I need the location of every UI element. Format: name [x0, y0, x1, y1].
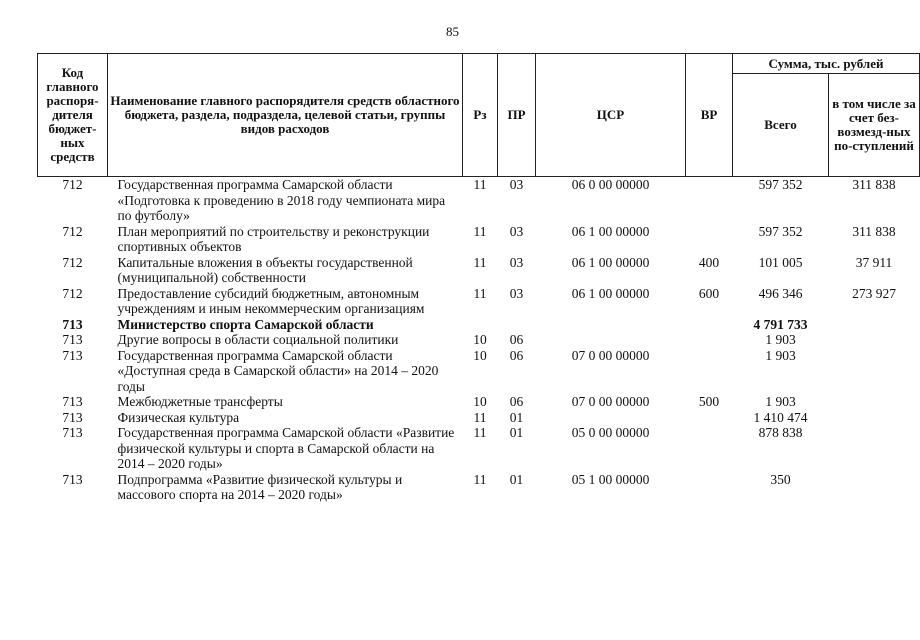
table-row — [38, 224, 920, 255]
cell-vr: 500 — [698, 394, 720, 409]
cell-name: Государственная программа Самарской области «Подготовка к проведению в 2018 году чемпионата мира по футболу» — [117, 177, 446, 223]
cell-pr: 01 — [509, 425, 524, 440]
cell-total: 1 410 474 — [753, 409, 808, 425]
cell-code: 712 — [62, 177, 83, 192]
table-row — [38, 255, 920, 286]
cell-csr: 06 1 00 00000 — [571, 285, 650, 301]
cell-gratuitous — [829, 410, 920, 426]
cell-gratuitous: 37 911 — [855, 254, 893, 270]
cell-total: 1 903 — [765, 394, 796, 409]
header-rz: Рз — [463, 54, 498, 177]
cell-total: 1 903 — [765, 347, 796, 363]
cell-gratuitous: 311 838 — [852, 177, 896, 192]
cell-code: 713 — [62, 316, 83, 332]
cell-pr: 06 — [509, 347, 524, 363]
cell-csr: 07 0 00 00000 — [571, 394, 650, 409]
cell-name: Подпрограмма «Развитие физической культуры и массового спорта на 2014 – 2020 годы» — [117, 471, 403, 502]
cell-csr: 06 0 00 00000 — [571, 177, 650, 192]
cell-csr: 07 0 00 00000 — [571, 347, 650, 363]
cell-name: Другие вопросы в области социальной политики — [117, 332, 399, 347]
table-row — [38, 286, 920, 317]
cell-name: Капитальные вложения в объекты государственной (муниципальной) собственности — [117, 254, 413, 285]
cell-gratuitous — [829, 348, 920, 395]
cell-pr — [498, 317, 536, 333]
cell-code: 713 — [62, 347, 83, 363]
cell-pr: 03 — [509, 254, 524, 270]
cell-csr — [536, 410, 686, 426]
cell-gratuitous — [829, 317, 920, 333]
cell-vr — [686, 472, 733, 503]
cell-name: План мероприятий по строительству и реконструкции спортивных объектов — [117, 223, 430, 254]
cell-code: 713 — [62, 409, 83, 425]
cell-rz: 10 — [473, 394, 487, 409]
cell-rz: 11 — [473, 425, 487, 440]
cell-pr: 01 — [509, 409, 524, 425]
cell-total: 597 352 — [758, 223, 803, 239]
cell-code: 713 — [62, 471, 83, 487]
cell-rz: 10 — [473, 347, 487, 363]
cell-name: Государственная программа Самарской области «Доступная среда в Самарской области» на 2014 – 2020 годы — [117, 347, 439, 394]
table-row — [38, 348, 920, 395]
cell-pr: 03 — [509, 285, 524, 301]
cell-vr — [686, 348, 733, 395]
cell-rz: 11 — [473, 471, 487, 487]
header-sum: Сумма, тыс. рублей — [733, 54, 920, 74]
table-body — [38, 177, 920, 503]
cell-csr: 06 1 00 00000 — [571, 254, 650, 270]
cell-name: Государственная программа Самарской области «Развитие физической культуры и спорта в Самарской области на 2014 – 2020 годы» — [117, 425, 455, 471]
cell-rz: 11 — [473, 409, 487, 425]
table-row — [38, 317, 920, 333]
cell-gratuitous: 311 838 — [852, 223, 896, 239]
cell-name: Предоставление субсидий бюджетным, автономным учреждениям и иным некоммерческим организациям — [117, 285, 425, 316]
cell-vr — [686, 177, 733, 224]
cell-total: 1 903 — [765, 332, 796, 347]
cell-vr — [686, 410, 733, 426]
header-name: Наименование главного распорядителя средств областного бюджета, раздела, подраздела, целевой статьи, группы видов расходов — [108, 54, 463, 177]
cell-code: 712 — [62, 223, 83, 239]
cell-vr — [686, 425, 733, 472]
table-row — [38, 472, 920, 503]
table-row — [38, 177, 920, 224]
header-code: Код главного распоря-дителя бюджет-ных средств — [38, 54, 108, 177]
table-row — [38, 394, 920, 410]
cell-csr: 06 1 00 00000 — [571, 223, 650, 239]
header-total: Всего — [733, 74, 829, 177]
table-row — [38, 425, 920, 472]
cell-vr — [686, 224, 733, 255]
cell-rz: 10 — [473, 332, 487, 347]
cell-gratuitous — [829, 332, 920, 348]
header-csr: ЦСР — [536, 54, 686, 177]
cell-code: 712 — [62, 285, 83, 301]
cell-total: 4 791 733 — [753, 316, 808, 332]
cell-vr — [686, 317, 733, 333]
table-row — [38, 410, 920, 426]
cell-vr: 400 — [698, 254, 720, 270]
cell-code: 713 — [62, 332, 83, 347]
cell-name: Министерство спорта Самарской области — [117, 316, 374, 332]
cell-pr: 06 — [509, 394, 524, 409]
cell-rz: 11 — [473, 223, 487, 239]
cell-total: 101 005 — [758, 254, 803, 270]
table-row — [38, 332, 920, 348]
cell-csr: 05 1 00 00000 — [571, 471, 650, 487]
cell-code: 713 — [62, 425, 83, 440]
cell-rz: 11 — [473, 254, 487, 270]
cell-csr — [536, 332, 686, 348]
cell-total: 597 352 — [758, 177, 803, 192]
cell-gratuitous — [829, 394, 920, 410]
header-vr: ВР — [686, 54, 733, 177]
cell-total: 878 838 — [758, 425, 803, 440]
cell-rz — [463, 317, 498, 333]
cell-csr — [536, 317, 686, 333]
cell-rz: 11 — [473, 285, 487, 301]
cell-pr: 03 — [509, 177, 524, 192]
cell-total: 350 — [770, 471, 791, 487]
cell-name: Межбюджетные трансферты — [117, 394, 283, 409]
cell-code: 713 — [62, 394, 83, 409]
table-header — [38, 54, 920, 177]
cell-vr: 600 — [698, 285, 720, 301]
cell-pr: 03 — [509, 223, 524, 239]
page-number: 85 — [446, 24, 459, 39]
header-pr: ПР — [498, 54, 536, 177]
budget-table — [37, 53, 920, 503]
cell-code: 712 — [62, 254, 83, 270]
cell-pr: 01 — [509, 471, 524, 487]
cell-name: Физическая культура — [117, 409, 240, 425]
cell-pr: 06 — [509, 332, 524, 347]
cell-gratuitous — [829, 425, 920, 472]
cell-total: 496 346 — [758, 285, 803, 301]
cell-gratuitous: 273 927 — [852, 285, 896, 301]
cell-csr: 05 0 00 00000 — [571, 425, 650, 440]
cell-rz: 11 — [473, 177, 487, 192]
cell-vr — [686, 332, 733, 348]
header-gratuitous: в том числе за счет без-возмезд-ных по-ступлений — [829, 74, 920, 177]
cell-gratuitous — [829, 472, 920, 503]
